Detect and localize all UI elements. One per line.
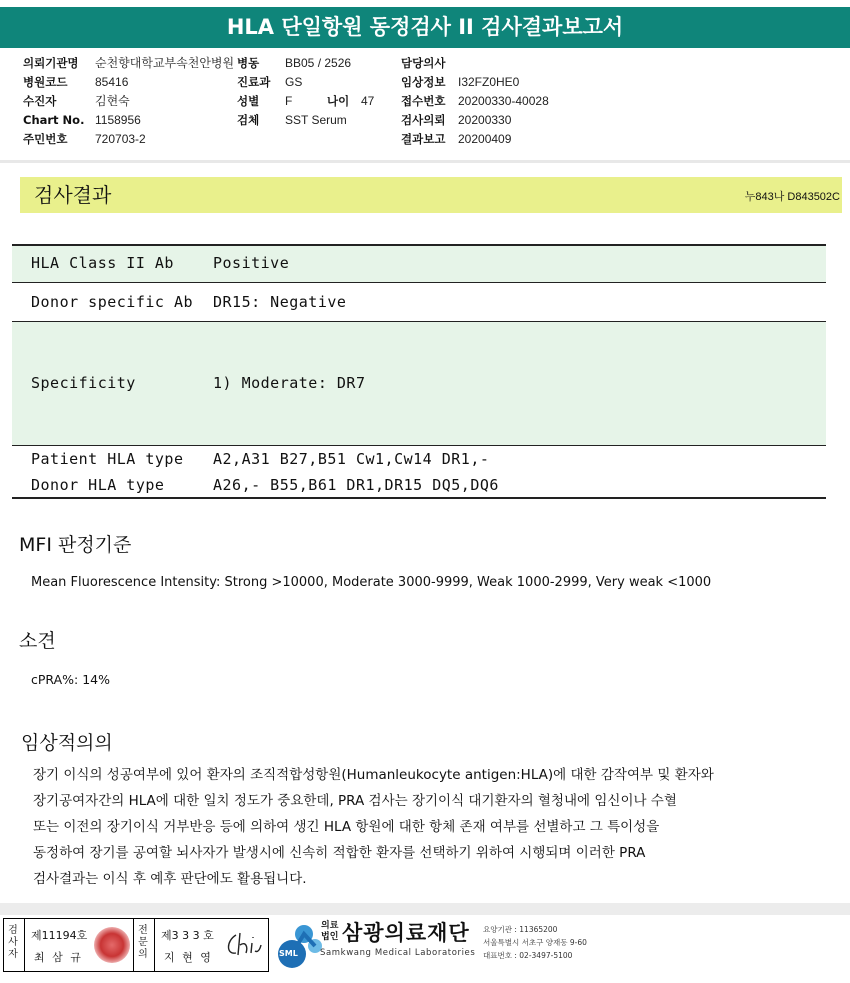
info-label: 임상정보 bbox=[401, 75, 446, 89]
result-value: Positive bbox=[213, 254, 290, 272]
info-column-3 bbox=[401, 54, 549, 149]
info-label: 결과보고 bbox=[401, 132, 446, 146]
result-label: Patient HLA type bbox=[31, 450, 184, 468]
clinical-line: 동정하여 장기를 공여할 뇌사자가 발생시에 신속히 적합한 환자를 선택하기 위하여 시행되며 이러한 PRA bbox=[33, 845, 646, 861]
clinical-line: 검사결과는 이식 후 예후 판단에도 활용됩니다. bbox=[33, 871, 307, 887]
info-value: 김현숙 bbox=[95, 94, 130, 108]
info-value: GS bbox=[285, 75, 303, 89]
info-label: 병원코드 bbox=[23, 75, 68, 89]
clinical-heading: 임상적의의 bbox=[21, 732, 113, 754]
section-title: 검사결과 bbox=[34, 183, 112, 207]
result-label: Donor HLA type bbox=[31, 476, 165, 494]
info-label: 의뢰기관명 bbox=[23, 56, 79, 70]
info-label: 주민번호 bbox=[23, 132, 68, 146]
info-label: 나이 bbox=[327, 94, 350, 108]
info-value: 47 bbox=[361, 94, 375, 108]
table-rule bbox=[12, 282, 826, 283]
mfi-text: Mean Fluorescence Intensity: Strong >10000, Moderate 3000-9999, Weak 1000-2999, Very weak <1000 bbox=[31, 575, 712, 590]
examiner-seal-icon bbox=[94, 927, 130, 963]
info-label: 성별 bbox=[237, 94, 260, 108]
info-label: 병동 bbox=[237, 56, 260, 70]
examiner-name: 최 삼 규 bbox=[34, 951, 83, 964]
opinion-text: cPRA%: 14% bbox=[31, 672, 110, 687]
examiner-role-label: 검사자 bbox=[8, 925, 18, 960]
result-value: 1) Moderate: DR7 bbox=[213, 374, 366, 392]
info-value: 순천향대학교부속천안병원 bbox=[95, 56, 235, 70]
info-value: 20200330 bbox=[458, 113, 512, 127]
org-type: 의료법인 bbox=[321, 921, 339, 942]
info-value: I32FZ0HE0 bbox=[458, 75, 520, 89]
result-label: Donor specific Ab bbox=[31, 293, 194, 311]
header-divider bbox=[0, 160, 850, 163]
table-bottom-rule bbox=[12, 497, 826, 499]
info-value: BB05 / 2526 bbox=[285, 56, 352, 70]
result-value: A26,- B55,B61 DR1,DR15 DQ5,DQ6 bbox=[213, 476, 499, 494]
clinical-line: 장기 이식의 성공여부에 있어 환자의 조직적합성항원(Humanleukocyte antigen:HLA)에 대한 감작여부 및 환자와 bbox=[33, 767, 714, 783]
signature-icon bbox=[222, 927, 262, 961]
info-label: 진료과 bbox=[237, 75, 271, 89]
report-id: 누843나 D843502C bbox=[744, 191, 840, 203]
org-english-name: Samkwang Medical Laboratories bbox=[320, 948, 476, 958]
clinical-body bbox=[33, 762, 838, 892]
specialist-role-label: 전문의 bbox=[138, 925, 148, 960]
info-value: F bbox=[285, 94, 293, 108]
table-rule bbox=[12, 445, 826, 446]
info-value: 720703-2 bbox=[95, 132, 146, 146]
info-label: 검체 bbox=[237, 113, 260, 127]
org-contact bbox=[483, 923, 587, 962]
result-value: A2,A31 B27,B51 Cw1,Cw14 DR1,- bbox=[213, 450, 490, 468]
info-label: 접수번호 bbox=[401, 94, 446, 108]
footer-divider bbox=[0, 903, 850, 915]
info-column-2 bbox=[237, 54, 374, 130]
section-band bbox=[20, 177, 842, 213]
agency-number: 요양기관 : 11365200 bbox=[483, 925, 558, 934]
info-label: Chart No. bbox=[23, 113, 85, 127]
org-name: 삼광의료재단 bbox=[342, 921, 470, 945]
clinical-line: 장기공여자간의 HLA에 대한 일치 정도가 중요한데, PRA 검사는 장기이식 대기환자의 혈청내에 임신이나 수혈 bbox=[33, 793, 677, 809]
clinical-line: 또는 이전의 장기이식 거부반응 등에 의하여 생긴 HLA 항원에 대한 항체 존재 여부를 선별하고 그 특이성을 bbox=[33, 819, 660, 835]
sml-logo-icon bbox=[270, 918, 326, 970]
report-title: HLA 단일항원 동정검사 II 검사결과보고서 bbox=[0, 7, 850, 48]
divider bbox=[154, 919, 155, 971]
examiner-license: 제11194호 bbox=[31, 929, 88, 942]
info-value: SST Serum bbox=[285, 113, 347, 127]
signature-box bbox=[3, 918, 269, 972]
info-label: 담당의사 bbox=[401, 56, 446, 70]
org-phone: 대표번호 : 02-3497-5100 bbox=[483, 951, 573, 960]
result-value: DR15: Negative bbox=[213, 293, 347, 311]
mfi-heading: MFI 판정기준 bbox=[19, 534, 132, 556]
info-label: 수진자 bbox=[23, 94, 57, 108]
info-value: 20200409 bbox=[458, 132, 512, 146]
specialist-name: 지 현 영 bbox=[164, 951, 213, 964]
divider bbox=[133, 919, 134, 971]
result-label: HLA Class II Ab bbox=[31, 254, 174, 272]
result-label: Specificity bbox=[31, 374, 136, 392]
org-address: 서울특별시 서초구 양재동 9-60 bbox=[483, 938, 587, 947]
info-value: 1158956 bbox=[95, 113, 141, 127]
info-label: 검사의뢰 bbox=[401, 113, 446, 127]
logo-text: SML bbox=[279, 949, 298, 958]
info-value: 85416 bbox=[95, 75, 129, 89]
divider bbox=[24, 919, 25, 971]
info-column-1 bbox=[23, 54, 234, 149]
specialist-license: 제3 3 3 호 bbox=[161, 929, 214, 942]
info-value: 20200330-40028 bbox=[458, 94, 549, 108]
opinion-heading: 소견 bbox=[19, 630, 56, 652]
